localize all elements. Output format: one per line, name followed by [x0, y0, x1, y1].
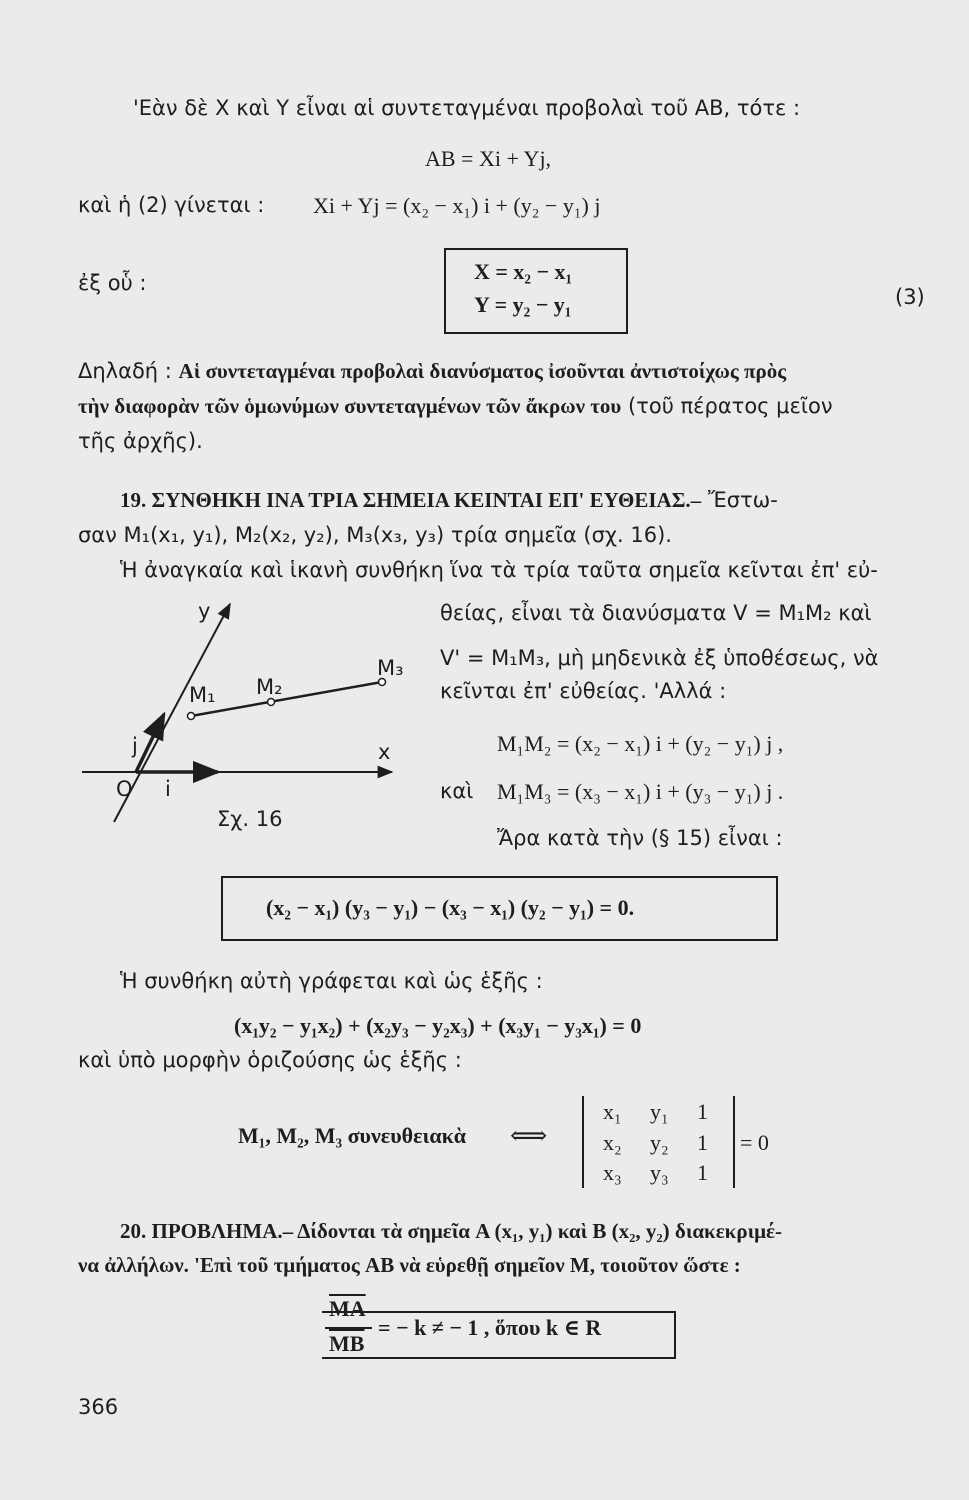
therefore-line: Ἄρα κατὰ τὴν (§ 15) εἶναι :	[497, 826, 783, 850]
determinant-intro: καὶ ὑπὸ μορφὴν ὁριζούσης ὡς ἑξῆς :	[78, 1048, 462, 1072]
equation-ab: AB = Xi + Yj,	[425, 146, 552, 171]
boxed-eq-x: X = x₂ − x₁	[474, 259, 573, 284]
equation-m1m2: M₁M₂ = (x₂ − x₁) i + (y₂ − y₁) j ,	[497, 731, 784, 756]
det-cell: y₃	[650, 1160, 669, 1185]
figure-caption: Σχ. 16	[217, 807, 283, 831]
fig-label-o: O	[116, 777, 133, 801]
intro-line1: 'Εὰν δὲ X καὶ Y εἶναι αἱ συντεταγμέναι προβολαὶ τοῦ AB, τότε :	[133, 96, 801, 120]
fig-label-m1: M₁	[189, 683, 216, 707]
and-label: καὶ ἡ (2) γίνεται :	[78, 193, 265, 217]
unit-vector-j	[136, 714, 164, 772]
collinear-label: M₁, M₂, M₃ συνευθειακὰ	[238, 1123, 467, 1148]
section19-heading-cont: Ἔστω-	[701, 488, 778, 512]
boxed-condition: (x₂ − x₁) (y₃ − y₁) − (x₃ − x₁) (y₂ − y₁) = 0.	[266, 895, 635, 920]
section20-line1-rest: Δίδονται τὰ σημεῖα A (x₁, y₁) καὶ B (x₂, y₂) διακεκριμέ-	[293, 1219, 782, 1243]
iff-symbol: ⟺	[510, 1121, 548, 1150]
section19-line2: σαν M₁(x₁, y₁), M₂(x₂, y₂), M₃(x₃, y₃) τρία σημεῖα (σχ. 16).	[78, 523, 672, 547]
fig-label-j: j	[132, 734, 138, 758]
equation-2: Xi + Yj = (x₂ − x₁) i + (y₂ − y₁) j	[313, 193, 601, 218]
equation-expanded: (x₁y₂ − y₁x₂) + (x₂y₃ − y₂x₃) + (x₃y₁ − y₃x₁) = 0	[234, 1013, 642, 1038]
section19-line5: V' = M₁M₃, μὴ μηδενικὰ ἐξ ὑποθέσεως, νὰ	[440, 646, 879, 670]
fig-label-x: x	[378, 740, 391, 764]
segment-m1-m3	[191, 682, 382, 716]
section20-line1	[120, 1219, 782, 1244]
section19-line6: κεῖνται ἐπ' εὐθείας. 'Αλλά :	[440, 679, 727, 703]
det-cell: x₃	[603, 1160, 622, 1185]
statement-prefix: Δηλαδή :	[78, 359, 179, 383]
fraction-bar	[325, 1327, 372, 1329]
boxed-eq-y: Y = y₂ − y₁	[474, 292, 572, 317]
section20-line2: να ἀλλήλων. 'Επὶ τοῦ τμήματος AB νὰ εὑρεθῇ σημεῖον M, τοιοῦτον ὥστε :	[78, 1253, 741, 1277]
section20-heading: 20. ΠΡΟΒΛΗΜΑ.–	[120, 1219, 294, 1243]
statement-line3: τῆς ἀρχῆς).	[78, 429, 203, 453]
and-label-2: καὶ	[440, 779, 474, 803]
det-cell: 1	[697, 1099, 708, 1124]
fig-label-m2: M₂	[256, 675, 283, 699]
det-cell: y₁	[650, 1099, 669, 1124]
determinant-bar-left	[582, 1096, 584, 1188]
det-equals: = 0	[740, 1130, 769, 1155]
fig-label-m3: M₃	[377, 656, 404, 680]
det-cell: 1	[697, 1130, 708, 1155]
point-m1	[188, 713, 195, 720]
determinant-bar-right	[733, 1096, 735, 1188]
fig-label-y: y	[198, 599, 211, 623]
whence-label: ἐξ οὗ :	[78, 271, 147, 295]
det-cell: x₁	[603, 1099, 622, 1124]
section19-heading: 19. ΣΥΝΘΗΚΗ ΙΝΑ ΤΡΙΑ ΣΗΜΕΙΑ ΚΕΙΝΤΑΙ ΕΠ' ΕΥΘΕΙΑΣ.–	[120, 488, 702, 512]
fig-label-i: i	[165, 777, 171, 801]
det-cell: 1	[697, 1160, 708, 1185]
statement-suffix: (τοῦ πέρατος μεῖον	[621, 394, 833, 418]
page-number: 366	[78, 1395, 119, 1419]
equation-m1m3: M₁M₃ = (x₃ − x₁) i + (y₃ − y₁) j .	[497, 779, 784, 804]
fraction-rest: = − k ≠ − 1 , ὅπου k ∈ R	[378, 1315, 602, 1340]
point-m2	[268, 699, 275, 706]
det-cell: y₂	[650, 1130, 669, 1155]
also-written-line: Ἡ συνθήκη αὐτὴ γράφεται καὶ ὡς ἑξῆς :	[120, 969, 543, 993]
fraction-numerator: $\overline{MA}$	[329, 1296, 366, 1321]
section19-line3: Ἡ ἀναγκαία καὶ ἱκανὴ συνθήκη ἵνα τὰ τρία ταῦτα σημεῖα κεῖνται ἐπ' εὐ-	[120, 558, 878, 582]
fraction-denominator: $\overline{MB}$	[329, 1331, 365, 1356]
section19-line4: θείας, εἶναι τὰ διανύσματα V = M₁M₂ καὶ	[440, 601, 872, 625]
det-cell: x₂	[603, 1130, 622, 1155]
statement-bold-1: Αἱ συντεταγμέναι προβολαὶ διανύσματος ἰσοῦνται ἀντιστοίχως πρὸς	[178, 359, 787, 383]
statement-bold-2: τὴν διαφορὰν τῶν ὁμωνύμων συντεταγμένων τῶν ἄκρων του	[78, 394, 622, 418]
equation-number-3: (3)	[895, 285, 925, 309]
